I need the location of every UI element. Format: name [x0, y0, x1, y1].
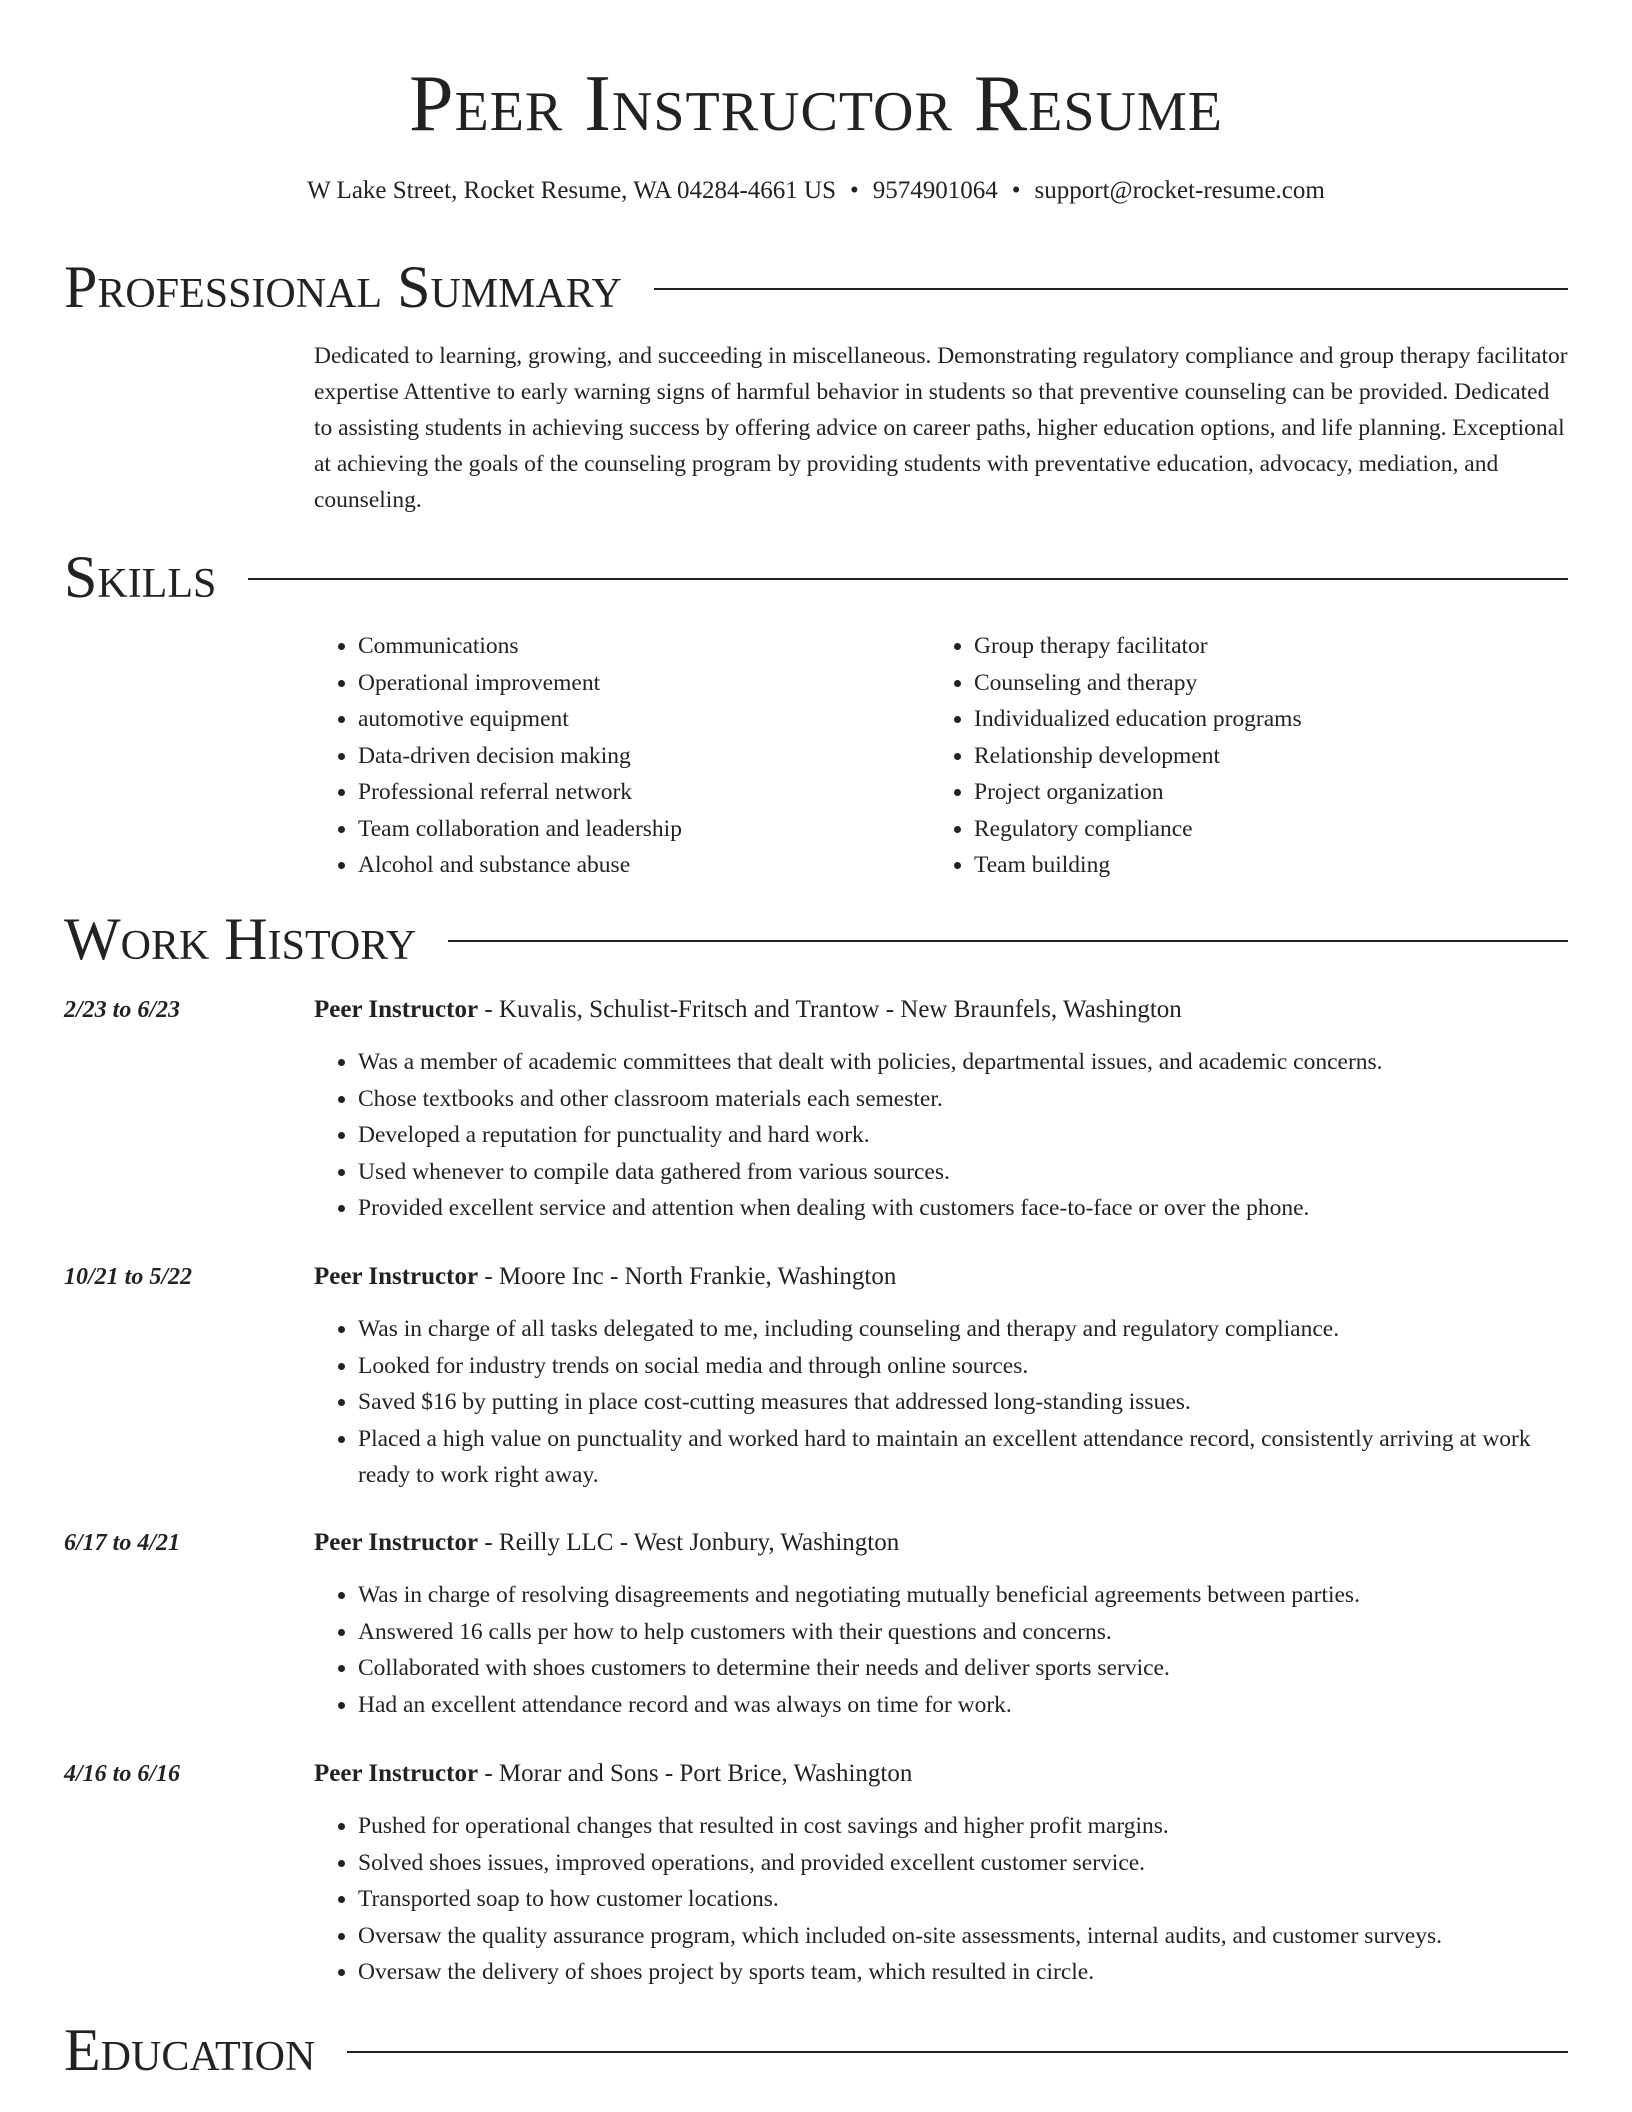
skill-item: • Project organization [974, 774, 1546, 811]
skill-item: • Individualized education programs [974, 701, 1546, 738]
skills-section-header [64, 542, 1568, 612]
job-dates: 2/23 to 6/23 [64, 997, 181, 1023]
section-divider [347, 2051, 1568, 2053]
education-section-title: Education [64, 2017, 316, 2083]
contact-phone: 9574901064 [872, 177, 998, 204]
job-bullet: • Oversaw the delivery of shoes project by sports team, which resulted in circle. [358, 1954, 1572, 1991]
education-section-header [64, 2015, 1568, 2085]
job-bullet: • Chose textbooks and other classroom materials each semester. [358, 1081, 1572, 1118]
job-bullets [314, 1044, 1572, 1227]
skills-list [314, 628, 1572, 884]
contact-email: support@rocket-resume.com [1034, 177, 1325, 204]
job-bullet: • Transported soap to how customer locations. [358, 1881, 1572, 1918]
job-bullet: • Answered 16 calls per how to help customers with their questions and concerns. [358, 1614, 1572, 1651]
resume-title: Peer Instructor Resume [409, 60, 1223, 148]
job-dates: 4/16 to 6/16 [64, 1761, 181, 1787]
skill-item: • Communications [358, 628, 930, 665]
skill-item: • Team collaboration and leadership [358, 811, 930, 848]
section-divider [654, 288, 1568, 290]
skill-item: • Alcohol and substance abuse [358, 847, 930, 884]
skill-item: • Relationship development [974, 738, 1546, 775]
job-heading [314, 1259, 896, 1295]
skills-section-title: Skills [64, 544, 217, 610]
job-details: - Kuvalis, Schulist-Fritsch and Trantow - New Braunfels, Washington [478, 996, 1182, 1023]
skill-item: • Professional referral network [358, 774, 930, 811]
job-bullet: • Developed a reputation for punctuality and hard work. [358, 1117, 1572, 1154]
contact-separator: • [1011, 177, 1021, 204]
job-role: Peer Instructor [314, 1529, 479, 1556]
summary-section-header [64, 252, 1568, 322]
work-section-header [64, 904, 1568, 974]
job-details: - Morar and Sons - Port Brice, Washington [478, 1760, 913, 1787]
job-bullet: • Was in charge of all tasks delegated to me, including counseling and therapy and regulatory compliance. [358, 1311, 1572, 1348]
job-bullet: • Saved $16 by putting in place cost-cutting measures that addressed long-standing issues. [358, 1384, 1572, 1421]
skills-column-right [930, 628, 1546, 884]
summary-text: Dedicated to learning, growing, and succeeding in miscellaneous. Demonstrating regulatory compliance and group therapy facilitator expertise Attentive to early warning signs of harmful behavior in students so that preventive counseling can be provided. Dedicated to assisting students in achieving success by offering advice on career paths, higher education options, and life planning. Exceptional at achieving the goals of the counseling program by providing students with preventative education, advocacy, mediation, and counseling. [314, 343, 1568, 513]
skill-item: • automotive equipment [358, 701, 930, 738]
job-bullets [314, 1808, 1572, 1991]
skill-item: • Counseling and therapy [974, 665, 1546, 702]
skill-item: • Regulatory compliance [974, 811, 1546, 848]
section-divider [448, 940, 1568, 942]
job-bullet: • Collaborated with shoes customers to determine their needs and deliver sports service. [358, 1650, 1572, 1687]
skill-item: • Data-driven decision making [358, 738, 930, 775]
job-dates: 6/17 to 4/21 [64, 1530, 181, 1556]
skill-item: • Team building [974, 847, 1546, 884]
job-bullet: • Provided excellent service and attention when dealing with customers face-to-face or over the phone. [358, 1190, 1572, 1227]
job-bullet: • Had an excellent attendance record and was always on time for work. [358, 1687, 1572, 1724]
skills-column-left [314, 628, 930, 884]
summary-section-title: Professional Summary [64, 254, 622, 320]
job-role: Peer Instructor [314, 996, 479, 1023]
skill-item: • Operational improvement [358, 665, 930, 702]
job-dates: 10/21 to 5/22 [64, 1264, 193, 1290]
job-bullet: • Used whenever to compile data gathered from various sources. [358, 1154, 1572, 1191]
job-bullet: • Pushed for operational changes that resulted in cost savings and higher profit margins. [358, 1808, 1572, 1845]
job-bullet: • Was in charge of resolving disagreements and negotiating mutually beneficial agreements between parties. [358, 1577, 1572, 1614]
work-section-title: Work History [64, 906, 417, 972]
job-bullet: • Placed a high value on punctuality and worked hard to maintain an excellent attendance record, consistently arriving at work ready to work right away. [358, 1421, 1572, 1494]
section-divider [248, 578, 1568, 580]
job-heading [314, 1525, 899, 1561]
contact-line [0, 174, 1632, 208]
job-bullet: • Looked for industry trends on social media and through online sources. [358, 1348, 1572, 1385]
job-bullets [314, 1311, 1572, 1494]
job-bullet: • Was a member of academic committees that dealt with policies, departmental issues, and academic concerns. [358, 1044, 1572, 1081]
contact-address: W Lake Street, Rocket Resume, WA 04284-4661 US [307, 177, 837, 204]
contact-separator: • [850, 177, 859, 204]
skill-item: • Group therapy facilitator [974, 628, 1546, 665]
job-bullets [314, 1577, 1572, 1723]
job-role: Peer Instructor [314, 1263, 479, 1290]
job-bullet: • Oversaw the quality assurance program, which included on-site assessments, internal audits, and customer surveys. [358, 1918, 1572, 1955]
job-heading [314, 1756, 912, 1792]
job-details: - Reilly LLC - West Jonbury, Washington [478, 1529, 900, 1556]
job-heading [314, 992, 1182, 1028]
job-bullet: • Solved shoes issues, improved operations, and provided excellent customer service. [358, 1845, 1572, 1882]
job-details: - Moore Inc - North Frankie, Washington [478, 1263, 897, 1290]
job-role: Peer Instructor [314, 1760, 479, 1787]
